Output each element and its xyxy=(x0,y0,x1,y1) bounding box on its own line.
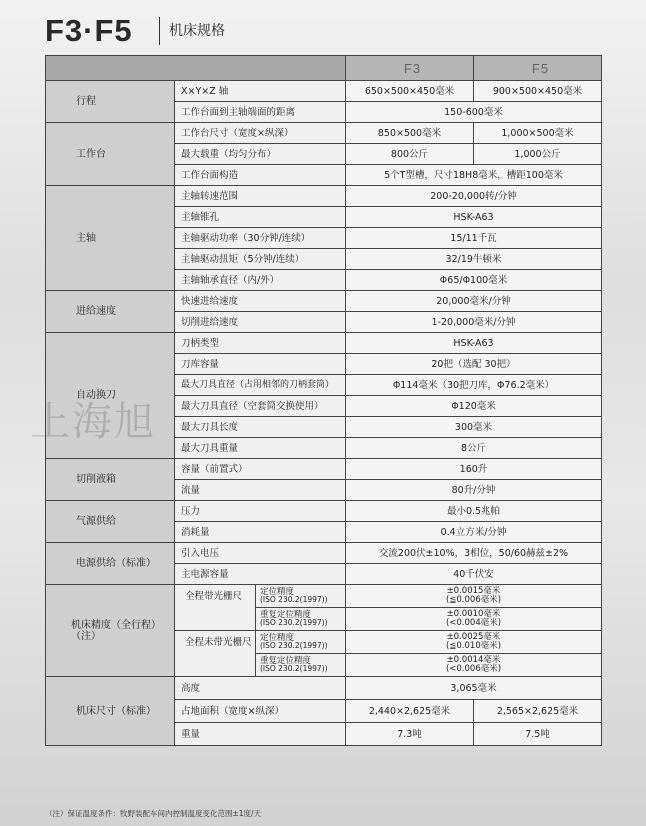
item-label: 主轴轴承直径（内/外） xyxy=(175,270,346,291)
value: 1-20,000毫米/分钟 xyxy=(346,312,602,333)
item-label: 最大刀具直径（占用相邻的刀柄套筒） xyxy=(175,375,346,396)
item-label: 全程未带光栅尺 xyxy=(175,631,256,654)
w-rep-note: (<0.004毫米) xyxy=(445,618,502,628)
logo: F3·F5 xyxy=(45,13,133,48)
item-label: 工作台面到主轴端面的距离 xyxy=(175,102,346,123)
item-label: 主轴转速范围 xyxy=(175,186,346,207)
value xyxy=(346,654,602,677)
n-pos-note: (≦0.010毫米) xyxy=(445,641,502,651)
n-rep-value: ±0.0014毫米 xyxy=(446,655,501,665)
cat-accuracy: 机床精度（全行程）（注） xyxy=(46,585,175,677)
value: 150-600毫米 xyxy=(346,102,602,123)
accuracy-without-inner xyxy=(175,631,345,676)
pos-label xyxy=(256,585,346,608)
value: 3,065毫米 xyxy=(346,677,602,700)
item-label: 重量 xyxy=(175,723,346,746)
rep-title: 重复定位精度 xyxy=(260,610,312,620)
pos-label xyxy=(256,631,346,654)
value: Φ120毫米 xyxy=(346,396,602,417)
item-label: 全程带光栅尺 xyxy=(175,585,256,608)
col-f3: F3 xyxy=(346,56,474,81)
accuracy-with-inner xyxy=(175,585,345,630)
item-label: 刀柄类型 xyxy=(175,333,346,354)
rep-label xyxy=(256,654,346,677)
pos-title: 定位精度 xyxy=(260,633,295,643)
value: 160升 xyxy=(346,459,602,480)
cat-coolant: 切削液箱 xyxy=(46,459,175,501)
item-label: 工作台尺寸（宽度×纵深） xyxy=(175,123,346,144)
table-row xyxy=(46,333,602,354)
item-label: 高度 xyxy=(175,677,346,700)
value: 8公斤 xyxy=(346,438,602,459)
item-label: 最大刀具重量 xyxy=(175,438,346,459)
value: 200-20,000转/分钟 xyxy=(346,186,602,207)
col-f5: F5 xyxy=(474,56,602,81)
rep-label xyxy=(256,608,346,631)
value: Φ114毫米（30把刀库，Φ76.2毫米） xyxy=(346,375,602,396)
item-label: 压力 xyxy=(175,501,346,522)
header xyxy=(45,14,605,48)
watermark: 上海旭 xyxy=(30,399,156,445)
value: 20把（选配 30把） xyxy=(346,354,602,375)
iso-label: (ISO 230.2(1997)) xyxy=(260,641,328,650)
value: 300毫米 xyxy=(346,417,602,438)
item-label: 主轴锥孔 xyxy=(175,207,346,228)
value-f3: 850×500毫米 xyxy=(346,123,474,144)
cat-dims: 机床尺寸（标准） xyxy=(46,677,175,746)
n-rep-note: (<0.006毫米) xyxy=(445,664,502,674)
iso-label: (ISO 230.2(1997)) xyxy=(260,664,328,673)
cat-power: 电源供给（标准） xyxy=(46,543,175,585)
value-f3: 7.3吨 xyxy=(346,723,474,746)
value xyxy=(346,585,602,608)
table-row xyxy=(46,501,602,522)
accuracy-with-scale xyxy=(175,585,346,631)
table-row xyxy=(46,123,602,144)
w-pos-value: ±0.0015毫米 xyxy=(446,586,501,596)
value-f5: 1,000×500毫米 xyxy=(474,123,602,144)
item-label: 最大载重（均匀分布） xyxy=(175,144,346,165)
item-label: 快速进给速度 xyxy=(175,291,346,312)
cat-table: 工作台 xyxy=(46,123,175,186)
table-row xyxy=(46,459,602,480)
item-label: 占地面积（宽度×纵深） xyxy=(175,700,346,723)
cat-air: 气源供给 xyxy=(46,501,175,543)
value: Φ65/Φ100毫米 xyxy=(346,270,602,291)
item-label: X×Y×Z 轴 xyxy=(175,81,346,102)
value-f5: 900×500×450毫米 xyxy=(474,81,602,102)
table-row xyxy=(46,81,602,102)
item-label: 刀库容量 xyxy=(175,354,346,375)
table-header-row xyxy=(46,56,602,81)
n-pos-value: ±0.0025毫米 xyxy=(446,632,501,642)
table-row xyxy=(46,186,602,207)
cat-travel: 行程 xyxy=(46,81,175,123)
iso-label: (ISO 230.2(1997)) xyxy=(260,595,328,604)
w-rep-value: ±0.0010毫米 xyxy=(446,609,501,619)
value-f5: 7.5吨 xyxy=(474,723,602,746)
w-pos-note: (≦0.006毫米) xyxy=(445,595,502,605)
item-label: 消耗量 xyxy=(175,522,346,543)
item-label: 流量 xyxy=(175,480,346,501)
value xyxy=(346,631,602,654)
item-label: 工作台面构造 xyxy=(175,165,346,186)
value-f3: 800公斤 xyxy=(346,144,474,165)
table-row xyxy=(46,291,602,312)
cat-spindle: 主轴 xyxy=(46,186,175,291)
value: 32/19牛顿米 xyxy=(346,249,602,270)
item-label: 容量（前置式） xyxy=(175,459,346,480)
pos-title: 定位精度 xyxy=(260,587,295,597)
value-f5: 1,000公斤 xyxy=(474,144,602,165)
item-label: 最大刀具长度 xyxy=(175,417,346,438)
value: HSK-A63 xyxy=(346,207,602,228)
value: 5个T型槽，尺寸18H8毫米，槽距100毫米 xyxy=(346,165,602,186)
value: 0.4立方米/分钟 xyxy=(346,522,602,543)
value: 交流200伏±10%，3相位，50/60赫兹±2% xyxy=(346,543,602,564)
page-title: 机床规格 xyxy=(169,23,225,39)
value-f3: 2,440×2,625毫米 xyxy=(346,700,474,723)
item-label: 引入电压 xyxy=(175,543,346,564)
item-label: 主轴驱动扭矩（5分钟/连续） xyxy=(175,249,346,270)
value: 最小0.5兆帕 xyxy=(346,501,602,522)
value: 80升/分钟 xyxy=(346,480,602,501)
cat-feed: 进给速度 xyxy=(46,291,175,333)
item-label: 最大刀具直径（空套筒交换使用） xyxy=(175,396,346,417)
accuracy-without-scale xyxy=(175,631,346,677)
header-divider xyxy=(159,17,160,45)
value: 40千伏安 xyxy=(346,564,602,585)
value: 20,000毫米/分钟 xyxy=(346,291,602,312)
value-f5: 2,565×2,625毫米 xyxy=(474,700,602,723)
rep-title: 重复定位精度 xyxy=(260,656,312,666)
item-label: 切削进给速度 xyxy=(175,312,346,333)
iso-label: (ISO 230.2(1997)) xyxy=(260,618,328,627)
value xyxy=(346,608,602,631)
spec-table xyxy=(45,55,602,746)
value-f3: 650×500×450毫米 xyxy=(346,81,474,102)
footnote: （注）保证温度条件：牧野装配车间内控制温度变化范围±1度/天 xyxy=(45,809,262,818)
item-label: 主电源容量 xyxy=(175,564,346,585)
value: 15/11千瓦 xyxy=(346,228,602,249)
header-blank xyxy=(46,56,346,81)
table-row xyxy=(46,585,602,608)
table-row xyxy=(46,543,602,564)
value: HSK-A63 xyxy=(346,333,602,354)
item-label: 主轴驱动功率（30分钟/连续） xyxy=(175,228,346,249)
table-row xyxy=(46,677,602,700)
cat-atc: 自动换刀 xyxy=(46,333,175,459)
